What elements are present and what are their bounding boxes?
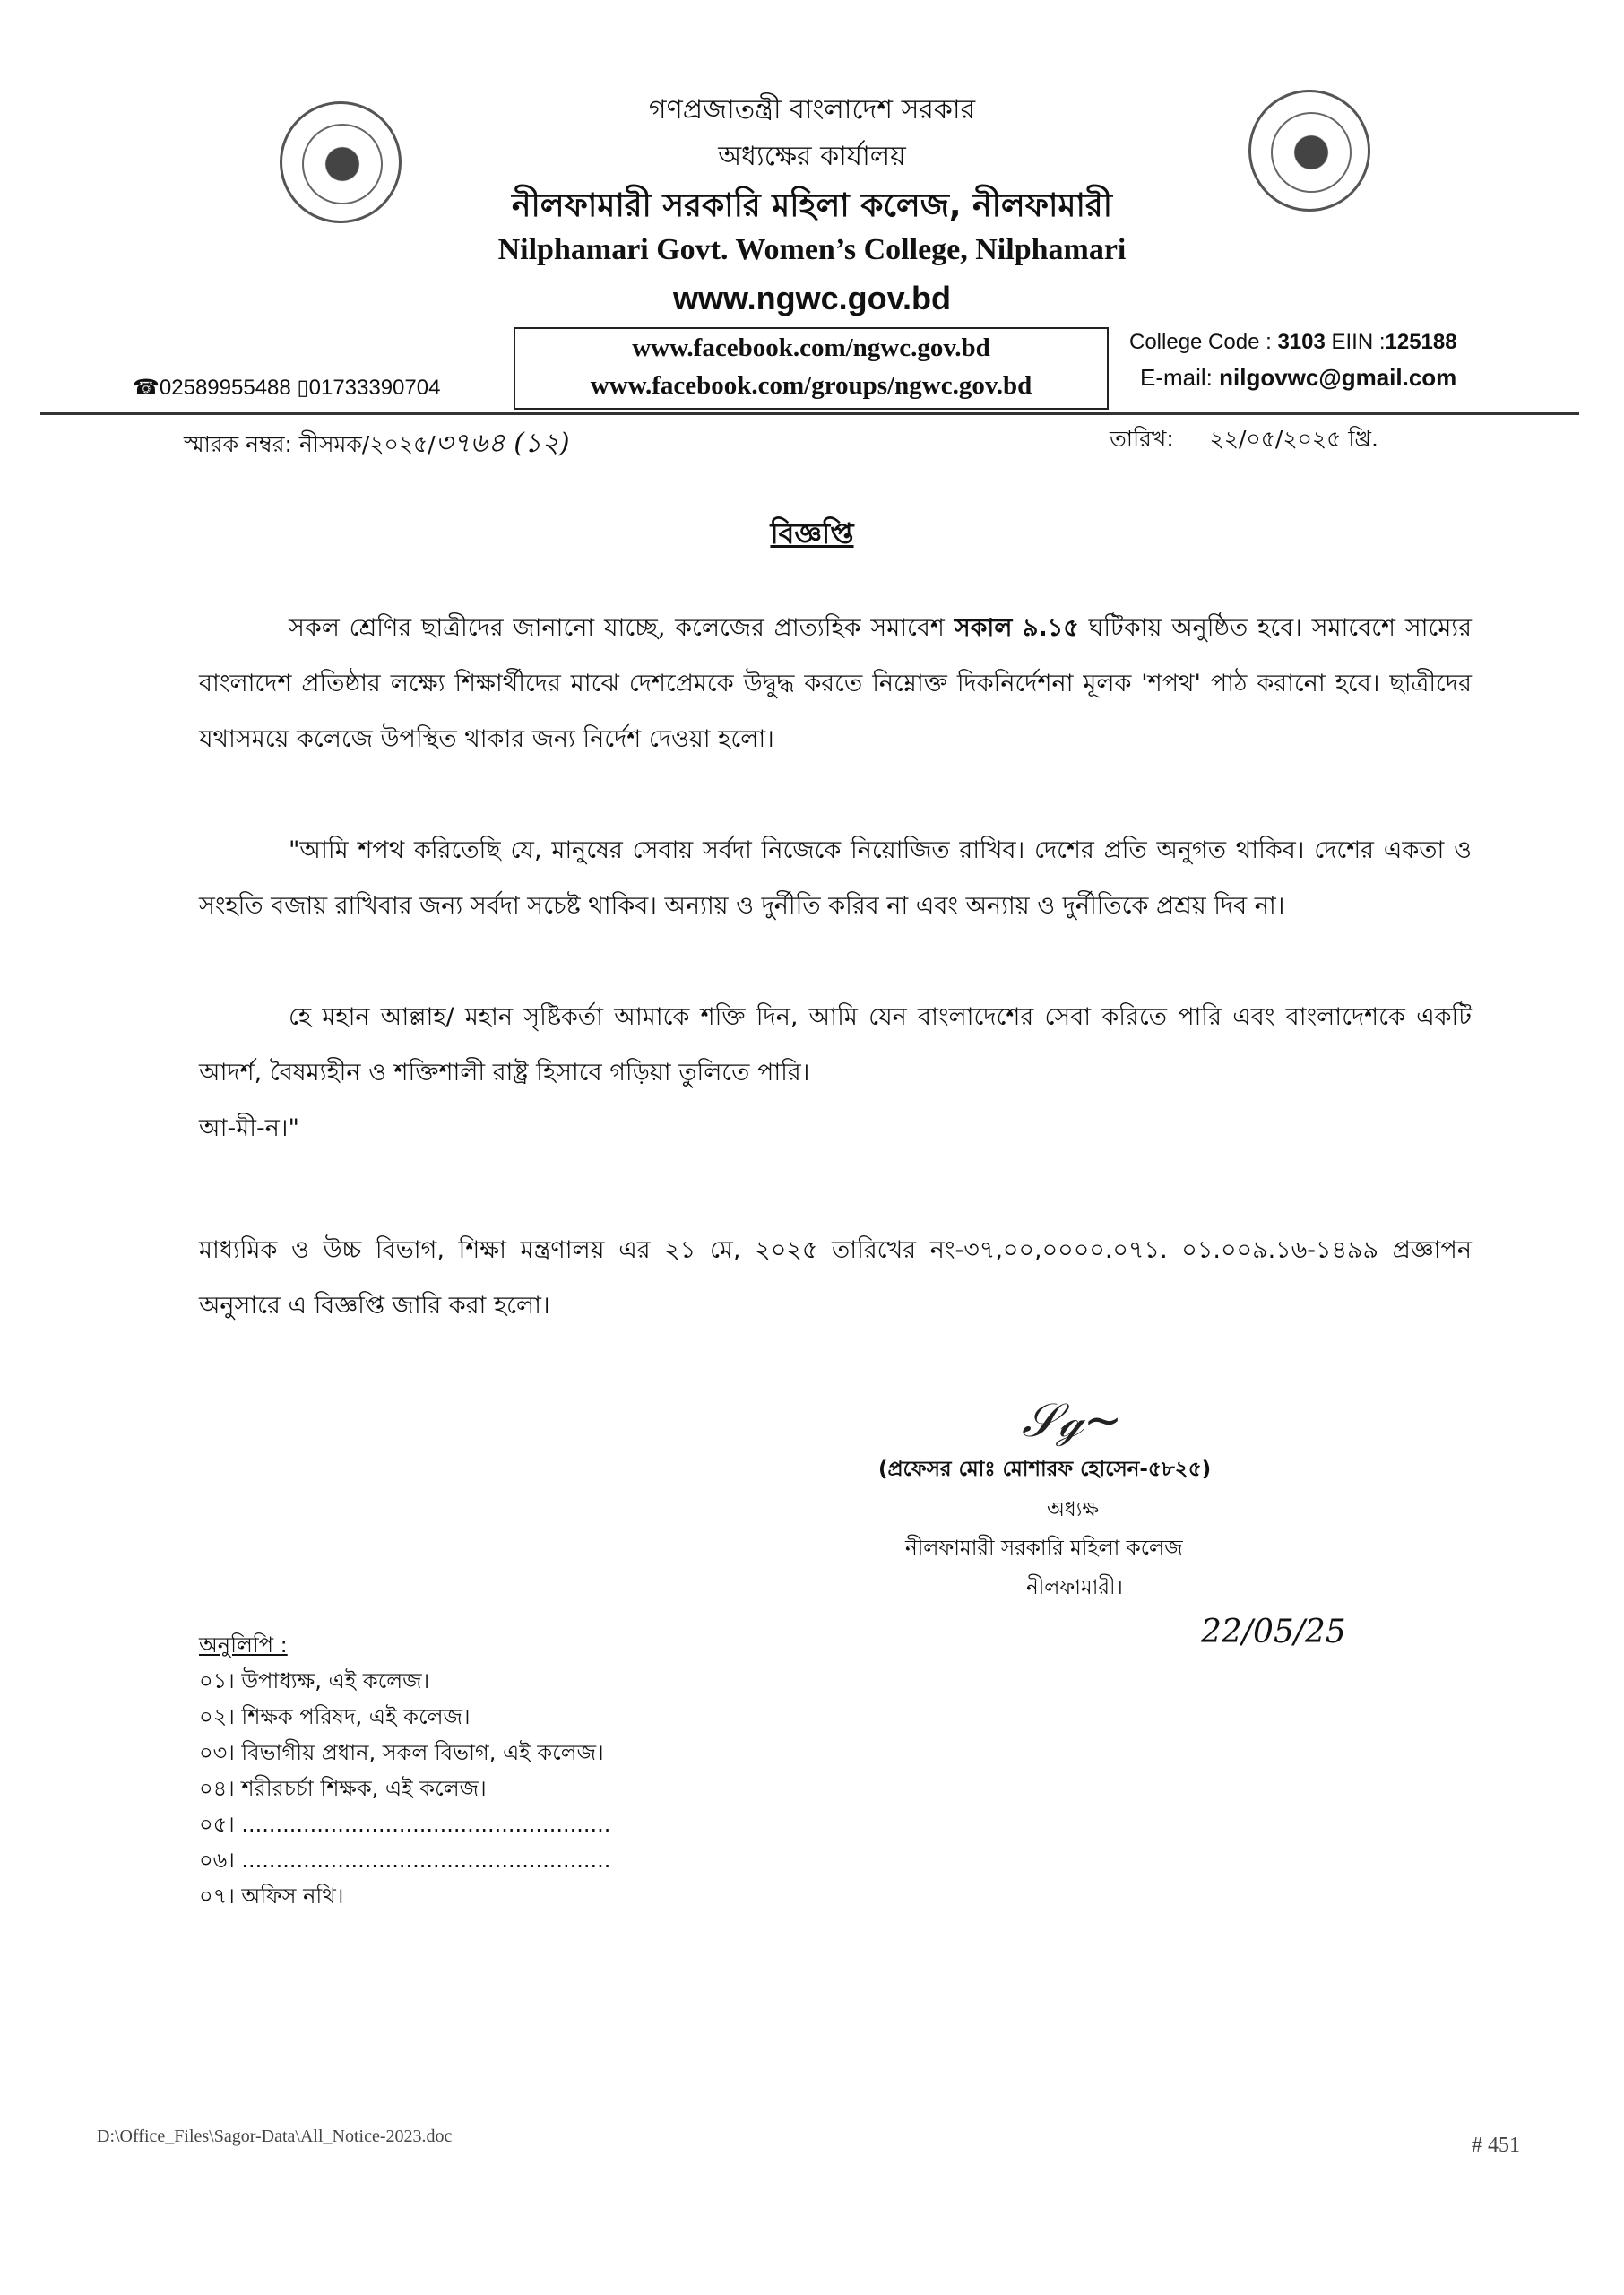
copies-label: অনুলিপি : [199,1632,288,1658]
phone-icon: ☎ [133,376,160,400]
copy-item: ০৫। ...................................................... [199,1812,611,1837]
website-link[interactable]: www.ngwc.gov.bd [673,280,951,316]
handwritten-date: 22/05/25 [1201,1614,1346,1650]
email-value[interactable]: nilgovwc@gmail.com [1219,364,1457,391]
college-code-label: College Code : [1129,330,1278,354]
college-name-bn: নীলফামারী সরকারি মহিলা কলেজ, নীলফামারী [511,187,1113,224]
copy-item: ০২। শিক্ষক পরিষদ, এই কলেজ। [199,1704,471,1729]
college-code-value: 3103 [1277,330,1326,354]
email [1140,364,1456,392]
memo-date [1110,421,1378,460]
signatory-name: (প্রফেসর মোঃ মোশারফ হোসেন-৫৮২৫) [878,1458,1212,1481]
mobile-number: 01733390704 [308,376,441,400]
college-code [1129,330,1457,355]
signature-scribble: 𝒮ℊ~ [1022,1394,1123,1448]
copies-list [199,1663,610,1914]
mobile-icon: ▯ [297,376,309,400]
header-line1: গণপ্রজাতন্ত্রী বাংলাদেশ সরকার [648,94,976,126]
memo-number [184,421,570,467]
eiin-label: EIIN : [1325,330,1386,354]
oath-paragraph-1: "আমি শপথ করিতেছি যে, মানুষের সেবায় সর্বদা নিজেকে নিয়োজিত রাখিব। দেশের প্রতি অনুগত থাকিব। দেশের একতা ও সংহতি বজায় রাখিবার জন্য সর্বদা সচেষ্ট থাকিব। অন্যায় ও দুর্নীতি করিব না এবং অন্যায় ও দুর্নীতিকে প্রশ্রয় দিব না। [199,836,1472,920]
copy-item: ০১। উপাধ্যক্ষ, এই কলেজ। [199,1668,430,1693]
email-label: E-mail: [1140,364,1220,391]
memo-label: স্মারক নম্বর: নীসমক/২০২৫/ [184,431,436,457]
page-number: # 451 [1472,2134,1520,2157]
paragraph-text-cont: ঘটিকায় অনুষ্ঠিত হবে। সমাবেশে সাম্যের বাংলাদেশ প্রতিষ্ঠার লক্ষ্যে শিক্ষার্থীদের মাঝে দেশপ্রেমকে উদ্বুদ্ধ করতে নিম্নোক্ত দিকনির্দেশনা মূলক 'শপথ' পাঠ করানো হবে। ছাত্রীদের যথাসময়ে কলেজে উপস্থিত থাকার জন্য নির্দেশ দেওয়া হলো। [199,614,1472,753]
amen-line: আ-মী-ন।" [199,1114,299,1142]
date-label: তারিখ: [1110,426,1174,452]
file-path: D:\Office_Files\Sagor-Data\All_Notice-2023.doc [97,2126,453,2146]
header-line2: অধ্যক্ষের কার্যালয় [718,141,906,172]
signatory-place: নীলফামারী। [1026,1576,1123,1599]
college-name-en: Nilphamari Govt. Women’s College, Nilphamari [497,233,1127,266]
signatory-college: নীলফামারী সরকারি মহিলা কলেজ [905,1537,1183,1560]
facebook-page-link[interactable]: www.facebook.com/ngwc.gov.bd [632,333,990,362]
facebook-group-link[interactable]: www.facebook.com/groups/ngwc.gov.bd [590,371,1032,400]
phone-number: 02589955488 [159,376,291,400]
header-divider [40,412,1579,415]
notice-title: বিজ্ঞপ্তি [770,516,854,550]
copy-item: ০৬। ...................................................... [199,1848,611,1873]
copy-item: ০৩। বিভাগীয় প্রধান, সকল বিভাগ, এই কলেজ। [199,1740,604,1765]
phone-contacts [133,375,440,401]
copy-item: ০৪। শরীরচর্চা শিক্ষক, এই কলেজ। [199,1776,487,1801]
eiin-value: 125188 [1385,330,1457,354]
memo-handwritten-number: ৩৭৬৪ (১২) [435,428,570,459]
notice-paragraph [199,601,1472,767]
signatory-designation: অধ্যক্ষ [1047,1498,1100,1521]
copy-item: ০৭। অফিস নথি। [199,1884,344,1909]
paragraph-text: সকল শ্রেণির ছাত্রীদের জানানো যাচ্ছে, কলেজের প্রাত্যহিক সমাবেশ [289,614,955,642]
reference-paragraph: মাধ্যমিক ও উচ্চ বিভাগ, শিক্ষা মন্ত্রণালয় এর ২১ মে, ২০২৫ তারিখের নং-৩৭,০০,০০০০.০৭১. ০১.০০৯.১৬-১৪৯৯ প্রজ্ঞাপন অনুসারে এ বিজ্ঞপ্তি জারি করা হলো। [199,1236,1472,1320]
facebook-box [514,327,1109,410]
date-value: ২২/০৫/২০২৫ খ্রি. [1209,426,1378,452]
oath-paragraph-2: হে মহান আল্লাহ/ মহান সৃষ্টিকর্তা আমাকে শক্তি দিন, আমি যেন বাংলাদেশের সেবা করিতে পারি এবং বাংলাদেশকে একটি আদর্শ, বৈষম্যহীন ও শক্তিশালী রাষ্ট্র হিসাবে গড়িয়া তুলিতে পারি। [199,1003,1472,1087]
assembly-time: সকাল ৯.১৫ [954,614,1079,642]
